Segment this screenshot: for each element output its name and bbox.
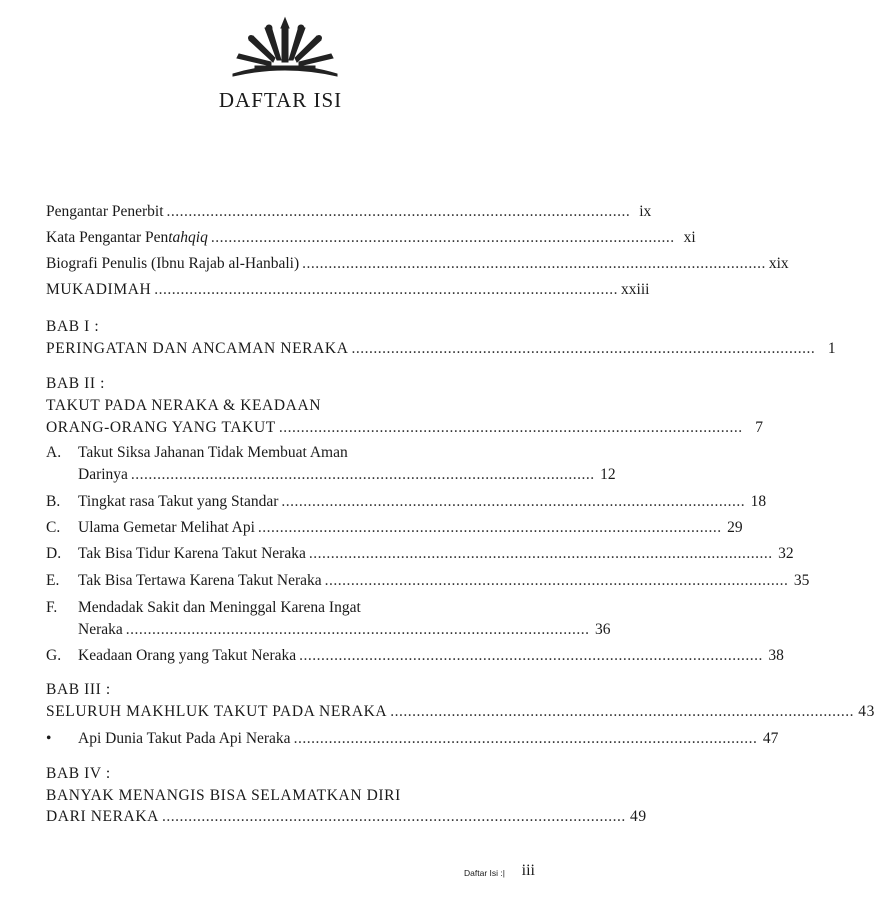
toc-entry-kata-pengantar[interactable]: Kata Pengantar Pentahqiq .......................................................................................................... xi xyxy=(46,229,696,246)
page-number: xxiii xyxy=(621,281,650,298)
section-marker: E. xyxy=(46,572,60,589)
page-number: ix xyxy=(639,203,652,220)
toc-entry-section-c[interactable]: Ulama Gemetar Melihat Api .......................................................................................................... 29 xyxy=(78,519,743,536)
leader-dots: .......................................................................................................... xyxy=(302,255,766,272)
leader-dots: .......................................................................................................... xyxy=(161,808,626,825)
page-number: xix xyxy=(768,255,789,272)
page-number: 29 xyxy=(727,519,743,536)
leader-dots: .......................................................................................................... xyxy=(210,229,675,246)
leader-dots: .......................................................................................................... xyxy=(390,703,854,720)
leader-dots: .......................................................................................................... xyxy=(278,419,743,436)
chapter-heading: BAB I : xyxy=(46,318,100,335)
page-number: 12 xyxy=(600,466,616,483)
leader-dots: .......................................................................................................... xyxy=(293,730,758,747)
toc-entry-mukadimah[interactable]: MUKADIMAH .......................................................................................................... xxiii xyxy=(46,281,650,298)
page-number: 36 xyxy=(595,621,611,638)
toc-entry-section-g[interactable]: Keadaan Orang yang Takut Neraka .......................................................................................................... 38 xyxy=(78,647,784,664)
toc-entry-bab-4[interactable]: DARI NERAKA .......................................................................................................... 49 xyxy=(46,808,647,825)
chapter-heading: BAB II : xyxy=(46,375,106,392)
toc-entry-section-a[interactable]: Darinya .......................................................................................................... 12 xyxy=(78,466,616,483)
toc-entry-api-dunia[interactable]: Api Dunia Takut Pada Api Neraka .......................................................................................................... 47 xyxy=(78,730,779,747)
leader-dots: .......................................................................................................... xyxy=(257,519,722,536)
toc-entry-bab-3[interactable]: SELURUH MAKHLUK TAKUT PADA NERAKA .......................................................................................................... 43 xyxy=(46,703,875,720)
leader-dots: .......................................................................................................... xyxy=(166,203,631,220)
leader-dots: .......................................................................................................... xyxy=(324,572,789,589)
leader-dots: .......................................................................................................... xyxy=(281,493,746,510)
chapter-title-line: TAKUT PADA NERAKA & KEADAAN xyxy=(46,397,322,414)
section-title-line: Takut Siksa Jahanan Tidak Membuat Aman xyxy=(78,444,348,461)
chapter-title-line: BANYAK MENANGIS BISA SELAMATKAN DIRI xyxy=(46,787,401,804)
section-title-line: Mendadak Sakit dan Meninggal Karena Ingat xyxy=(78,599,361,616)
chapter-heading: BAB IV : xyxy=(46,765,111,782)
chapter-heading: BAB III : xyxy=(46,681,111,698)
toc-entry-pengantar-penerbit[interactable]: Pengantar Penerbit .......................................................................................................... ix xyxy=(46,203,652,220)
section-marker: B. xyxy=(46,493,61,510)
leader-dots: .......................................................................................................... xyxy=(308,545,773,562)
footer-page-number: iii xyxy=(521,862,535,879)
page-number: 7 xyxy=(755,419,764,436)
page-number: 49 xyxy=(630,808,647,825)
page-title: DAFTAR ISI xyxy=(218,88,343,112)
page-number: 1 xyxy=(827,340,837,357)
toc-entry-section-d[interactable]: Tak Bisa Tidur Karena Takut Neraka .......................................................................................................... 32 xyxy=(78,545,794,562)
section-marker: F. xyxy=(46,599,58,616)
leader-dots: .......................................................................................................... xyxy=(154,281,619,298)
bullet-marker: • xyxy=(46,730,52,747)
leader-dots: .......................................................................................................... xyxy=(299,647,763,664)
leader-dots: .......................................................................................................... xyxy=(125,621,590,638)
page-number: 32 xyxy=(778,545,794,562)
section-marker: D. xyxy=(46,545,62,562)
toc-entry-section-b[interactable]: Tingkat rasa Takut yang Standar .......................................................................................................... 18 xyxy=(78,493,767,510)
section-marker: A. xyxy=(46,444,62,461)
toc-entry-biografi-penulis[interactable]: Biografi Penulis (Ibnu Rajab al-Hanbali) .......................................................................................................... xix xyxy=(46,255,789,272)
toc-entry-bab-2[interactable]: ORANG-ORANG YANG TAKUT .......................................................................................................... 7 xyxy=(46,419,764,436)
leader-dots: .......................................................................................................... xyxy=(130,466,595,483)
toc-entry-section-e[interactable]: Tak Bisa Tertawa Karena Takut Neraka .......................................................................................................... 35 xyxy=(78,572,810,589)
page-number: 47 xyxy=(762,730,779,747)
page-number: 18 xyxy=(750,493,767,510)
page-number: 35 xyxy=(793,572,810,589)
section-marker: G. xyxy=(46,647,62,664)
section-marker: C. xyxy=(46,519,61,536)
toc-entry-bab-1[interactable]: PERINGATAN DAN ANCAMAN NERAKA .......................................................................................................... 1 xyxy=(46,340,837,357)
page-number: 43 xyxy=(858,703,875,720)
footer-section-label: Daftar Isi :| xyxy=(464,868,505,878)
toc-entry-section-f[interactable]: Neraka .......................................................................................................... 36 xyxy=(78,621,611,638)
leader-dots: .......................................................................................................... xyxy=(351,340,816,357)
page-number: 38 xyxy=(768,647,784,664)
page-number: xi xyxy=(683,229,696,246)
